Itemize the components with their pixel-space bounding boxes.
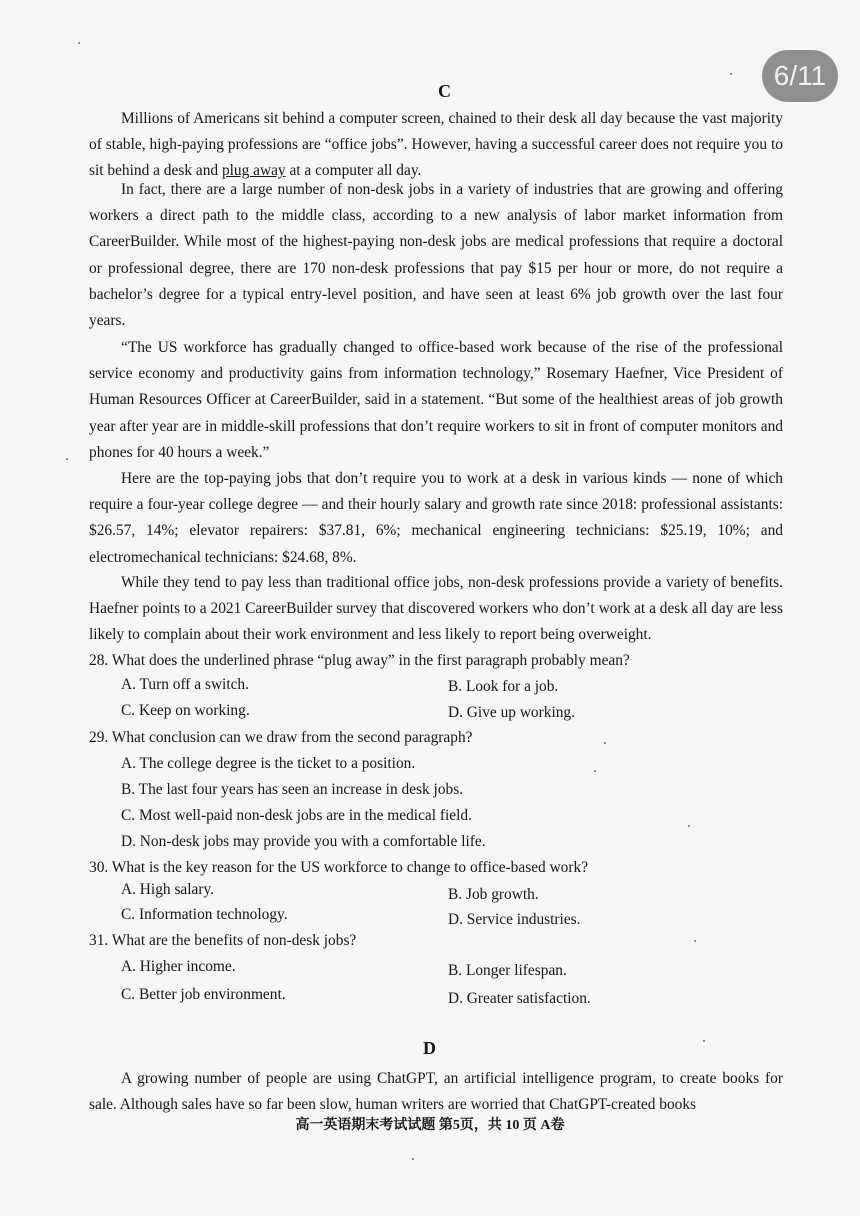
section-d-heading: D xyxy=(423,1038,436,1058)
q30-option-c: C. Information technology. xyxy=(121,906,288,923)
scan-speck xyxy=(78,42,80,44)
question-31-stem: 31. What are the benefits of non-desk jobs? xyxy=(89,932,357,949)
q29-option-c: C. Most well-paid non-desk jobs are in the medical field. xyxy=(121,807,472,824)
scan-speck xyxy=(730,73,732,75)
p1-text-after: at a computer all day. xyxy=(285,162,422,180)
q29-option-b: B. The last four years has seen an increase in desk jobs. xyxy=(121,781,464,798)
q28-option-c: C. Keep on working. xyxy=(121,702,250,719)
q31-option-c: C. Better job environment. xyxy=(121,986,286,1003)
scan-speck xyxy=(694,940,696,942)
q28-option-d: D. Give up working. xyxy=(448,704,575,721)
q31-option-b: B. Longer lifespan. xyxy=(448,962,567,979)
page-footer: 高一英语期末考试试题 第5页，共 10 页 A卷 xyxy=(295,1118,565,1133)
page-counter-badge: 6/11 xyxy=(762,50,838,102)
scan-speck xyxy=(66,458,68,460)
scan-speck xyxy=(594,770,596,772)
scan-speck xyxy=(703,1040,705,1042)
q30-option-d: D. Service industries. xyxy=(448,911,581,928)
q30-option-a: A. High salary. xyxy=(121,881,215,898)
question-30-stem: 30. What is the key reason for the US workforce to change to office-based work? xyxy=(89,859,589,876)
q29-option-a: A. The college degree is the ticket to a position. xyxy=(121,755,416,772)
section-c-heading: C xyxy=(438,81,451,101)
scan-speck xyxy=(688,825,690,827)
passage-c-paragraph-2: In fact, there are a large number of non-desk jobs in a variety of industries that are growing and offering workers a direct path to the middle class, according to a new analysis of labor market information from CareerBuilder. While most of the highest-paying non-desk jobs are medical professions that require a doctoral or professional degree, there are 170 non-desk professions that pay $15 per hour or more, do not require a bachelor’s degree for a typical entry-level position, and have seen at least 6% job growth over the last four years. xyxy=(89,181,783,330)
q28-option-b: B. Look for a job. xyxy=(448,678,559,695)
passage-d-paragraph-1: A growing number of people are using ChatGPT, an artificial intelligence program, to create books for sale. Although sales have so far been slow, human writers are worried that ChatGPT-created books xyxy=(89,1070,783,1114)
q29-option-d: D. Non-desk jobs may provide you with a comfortable life. xyxy=(121,833,486,850)
question-28-stem: 28. What does the underlined phrase “plug away” in the first paragraph probably mean? xyxy=(89,652,630,669)
q30-option-b: B. Job growth. xyxy=(448,886,539,903)
passage-c-paragraph-1 xyxy=(89,106,783,185)
underlined-phrase: plug away xyxy=(221,162,286,180)
passage-c-paragraph-4: Here are the top-paying jobs that don’t require you to work at a desk in various kinds — none of which require a four-year college degree — and their hourly salary and growth rate since 2018: professional assistants: $26.57, 14%; elevator repairers: $37.81, 6%; mechanical engineering technicians: $25.19, 10%; and electromechanical technicians: $24.68, 8%. xyxy=(89,470,783,566)
scan-speck xyxy=(604,742,606,744)
q31-option-a: A. Higher income. xyxy=(121,958,236,975)
scan-speck xyxy=(412,1158,414,1160)
passage-c-paragraph-3: “The US workforce has gradually changed to office-based work because of the rise of the professional service economy and productivity gains from information technology,” Rosemary Haefner, Vice President of Human Resources Officer at CareerBuilder, said in a statement. “But some of the healthiest areas of job growth year after year are in middle-skill professions that don’t require workers to sit in front of computer monitors and phones for 40 hours a week.” xyxy=(89,339,783,461)
question-29-stem: 29. What conclusion can we draw from the second paragraph? xyxy=(89,729,473,746)
passage-c-paragraph-5: While they tend to pay less than traditional office jobs, non-desk professions provide a variety of benefits. Haefner points to a 2021 CareerBuilder survey that discovered workers who don’t work at a desk all day are less likely to complain about their work environment and less likely to report being overweight. xyxy=(89,574,783,644)
p1-text-before: Millions of Americans sit behind a computer screen, chained to their desk all day because the vast majority of stable, high-paying professions are “office jobs”. However, having a successful career does not require you to sit behind a desk and xyxy=(89,110,783,180)
q28-option-a: A. Turn off a switch. xyxy=(121,676,249,693)
q31-option-d: D. Greater satisfaction. xyxy=(448,990,591,1007)
